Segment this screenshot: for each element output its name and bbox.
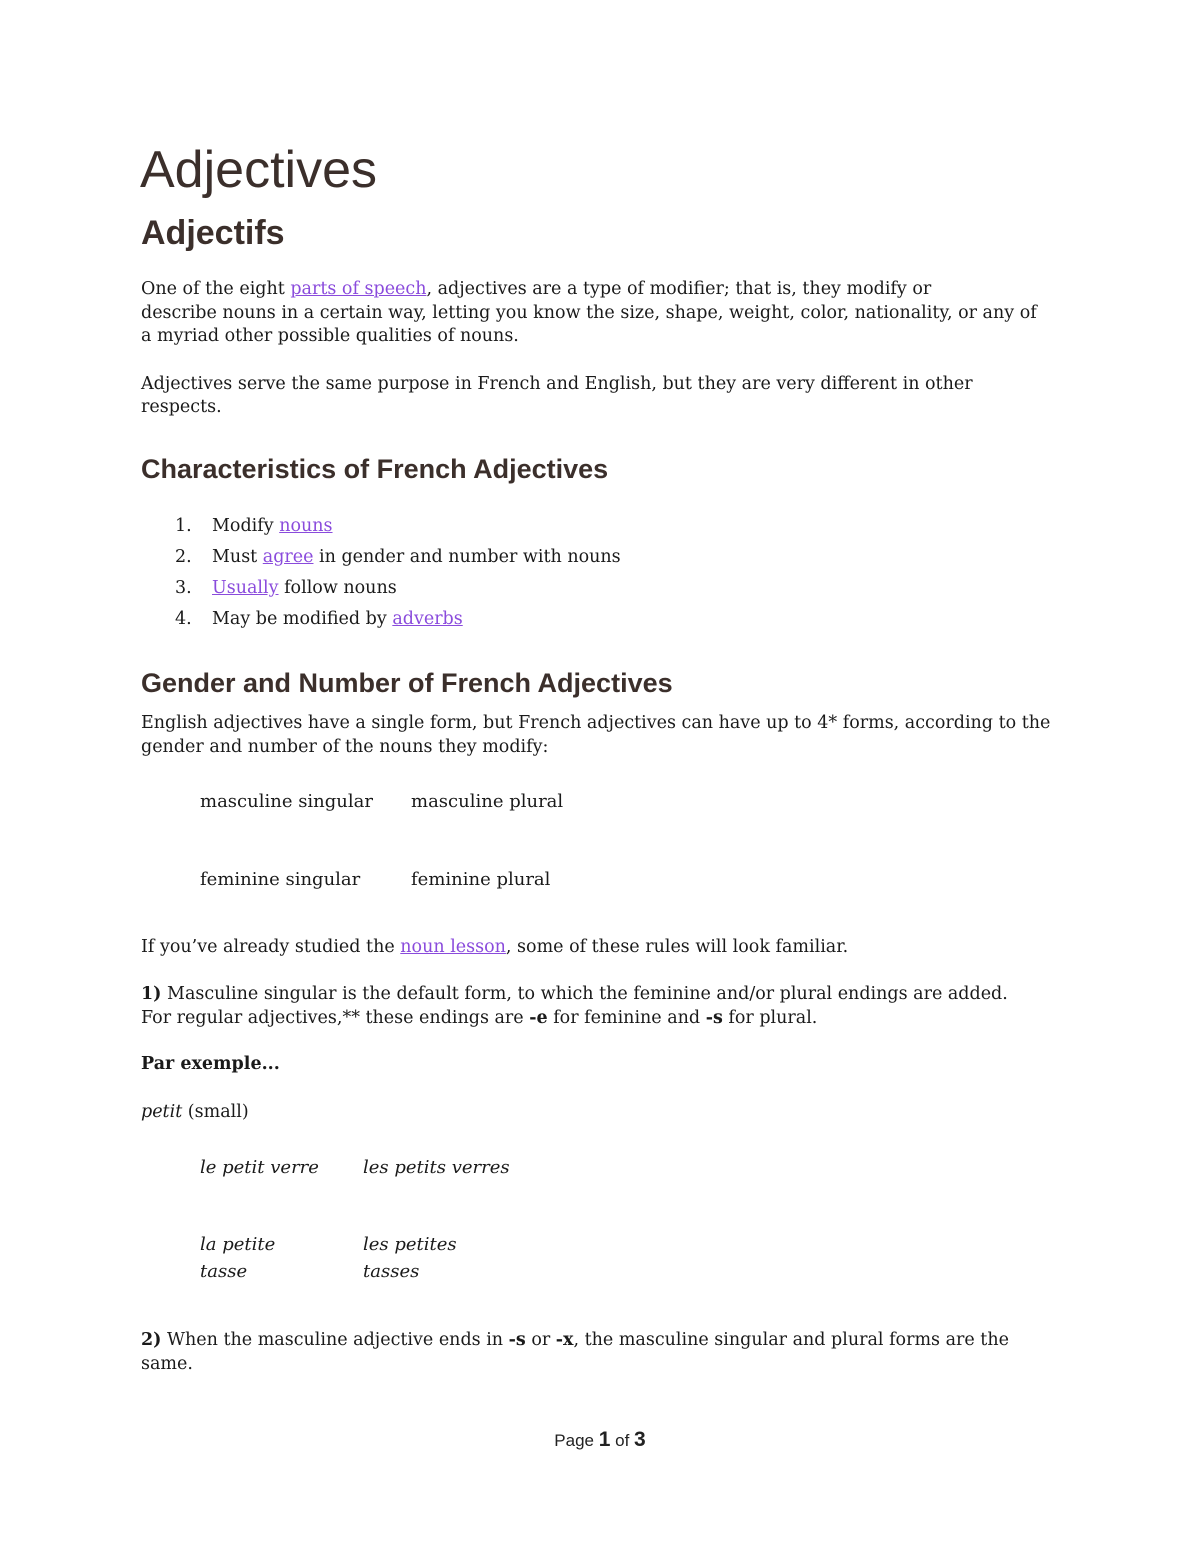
rule-1-line-1 xyxy=(141,983,1008,1007)
form-masculine-plural: masculine plural xyxy=(411,791,564,812)
rule-text: , the masculine singular and plural forms are the xyxy=(573,1330,1009,1350)
rule-text: for plural. xyxy=(722,1008,818,1028)
list-item-text xyxy=(212,577,397,601)
rule-text: or xyxy=(525,1330,556,1350)
rule-text: Masculine singular is the default form, to which the feminine and/or plural endings are added. xyxy=(161,984,1008,1004)
example-le-petit-verre: le petit verre xyxy=(200,1157,319,1178)
intro-line-2: describe nouns in a certain way, letting you know the size, shape, weight, color, nationality, or any of xyxy=(141,303,1037,323)
ending-s: -s xyxy=(705,1008,723,1028)
rule-number: 2) xyxy=(141,1330,162,1350)
form-masculine-singular: masculine singular xyxy=(200,791,373,812)
page-title: Adjectives xyxy=(140,141,377,199)
example-tasses: tasses xyxy=(363,1261,420,1282)
parts-of-speech-link[interactable]: parts of speech xyxy=(290,279,427,299)
intro-line-1 xyxy=(141,278,931,302)
list-text: follow nouns xyxy=(278,578,397,598)
rule-number: 1) xyxy=(141,984,162,1004)
ending-e: -e xyxy=(529,1008,548,1028)
intro-text: One of the eight xyxy=(141,279,291,299)
rule-1-line-2 xyxy=(141,1007,817,1031)
noun-text: , some of these rules will look familiar. xyxy=(505,937,849,957)
page-footer xyxy=(0,1428,1200,1452)
page-number: 1 xyxy=(598,1428,611,1451)
list-item-text xyxy=(212,546,621,570)
list-item xyxy=(175,515,192,539)
section-heading-characteristics: Characteristics of French Adjectives xyxy=(141,454,609,484)
petit-line xyxy=(141,1101,249,1125)
section-heading-gender-number: Gender and Number of French Adjectives xyxy=(141,668,673,698)
example-heading: Par exemple... xyxy=(141,1054,280,1074)
list-text: Modify xyxy=(212,516,280,536)
list-number: 4. xyxy=(175,609,192,629)
noun-lesson-link[interactable]: noun lesson xyxy=(400,937,506,957)
adverbs-link[interactable]: adverbs xyxy=(392,609,463,629)
rule-text: for feminine and xyxy=(547,1008,706,1028)
list-text: May be modified by xyxy=(212,609,393,629)
rule-text: When the masculine adjective ends in xyxy=(161,1330,509,1350)
usually-link[interactable]: Usually xyxy=(212,578,279,598)
rule-2-line-1 xyxy=(141,1329,1009,1353)
list-item xyxy=(175,577,192,601)
nouns-link[interactable]: nouns xyxy=(279,516,333,536)
list-text: in gender and number with nouns xyxy=(313,547,621,567)
page-total: 3 xyxy=(634,1428,646,1451)
intro-text: , adjectives are a type of modifier; that is, they modify or xyxy=(426,279,932,299)
agree-link[interactable]: agree xyxy=(262,547,314,567)
page-label: Page xyxy=(554,1431,599,1450)
form-feminine-plural: feminine plural xyxy=(411,869,551,890)
gender-intro-line-2: gender and number of the nouns they modify: xyxy=(141,737,549,757)
list-item xyxy=(175,608,192,632)
list-number: 1. xyxy=(175,516,192,536)
para2-line-1: Adjectives serve the same purpose in French and English, but they are very different in other xyxy=(141,374,973,394)
rule-2-line-2: same. xyxy=(141,1354,193,1374)
rule-text: For regular adjectives,** these endings are xyxy=(141,1008,530,1028)
form-feminine-singular: feminine singular xyxy=(200,869,361,890)
example-la-petite: la petite xyxy=(200,1234,276,1255)
list-item-text xyxy=(212,608,463,632)
petit-gloss: (small) xyxy=(182,1102,249,1122)
ending-x: -x xyxy=(555,1330,574,1350)
intro-line-3: a myriad other possible qualities of nouns. xyxy=(141,326,519,346)
noun-text: If you’ve already studied the xyxy=(141,937,401,957)
petit-word: petit xyxy=(141,1102,183,1122)
list-number: 2. xyxy=(175,547,192,567)
ending-s: -s xyxy=(508,1330,526,1350)
list-item-text xyxy=(212,515,333,539)
noun-lesson-line xyxy=(141,936,848,960)
example-les-petits-verres: les petits verres xyxy=(363,1157,510,1178)
list-item xyxy=(175,546,192,570)
page-subtitle: Adjectifs xyxy=(141,214,285,252)
example-les-petites: les petites xyxy=(363,1234,457,1255)
list-text: Must xyxy=(212,547,263,567)
gender-intro-line-1: English adjectives have a single form, but French adjectives can have up to 4* forms, according to the xyxy=(141,713,1051,733)
page-of: of xyxy=(610,1431,635,1450)
para2-line-2: respects. xyxy=(141,397,222,417)
list-number: 3. xyxy=(175,578,192,598)
example-tasse: tasse xyxy=(200,1261,248,1282)
